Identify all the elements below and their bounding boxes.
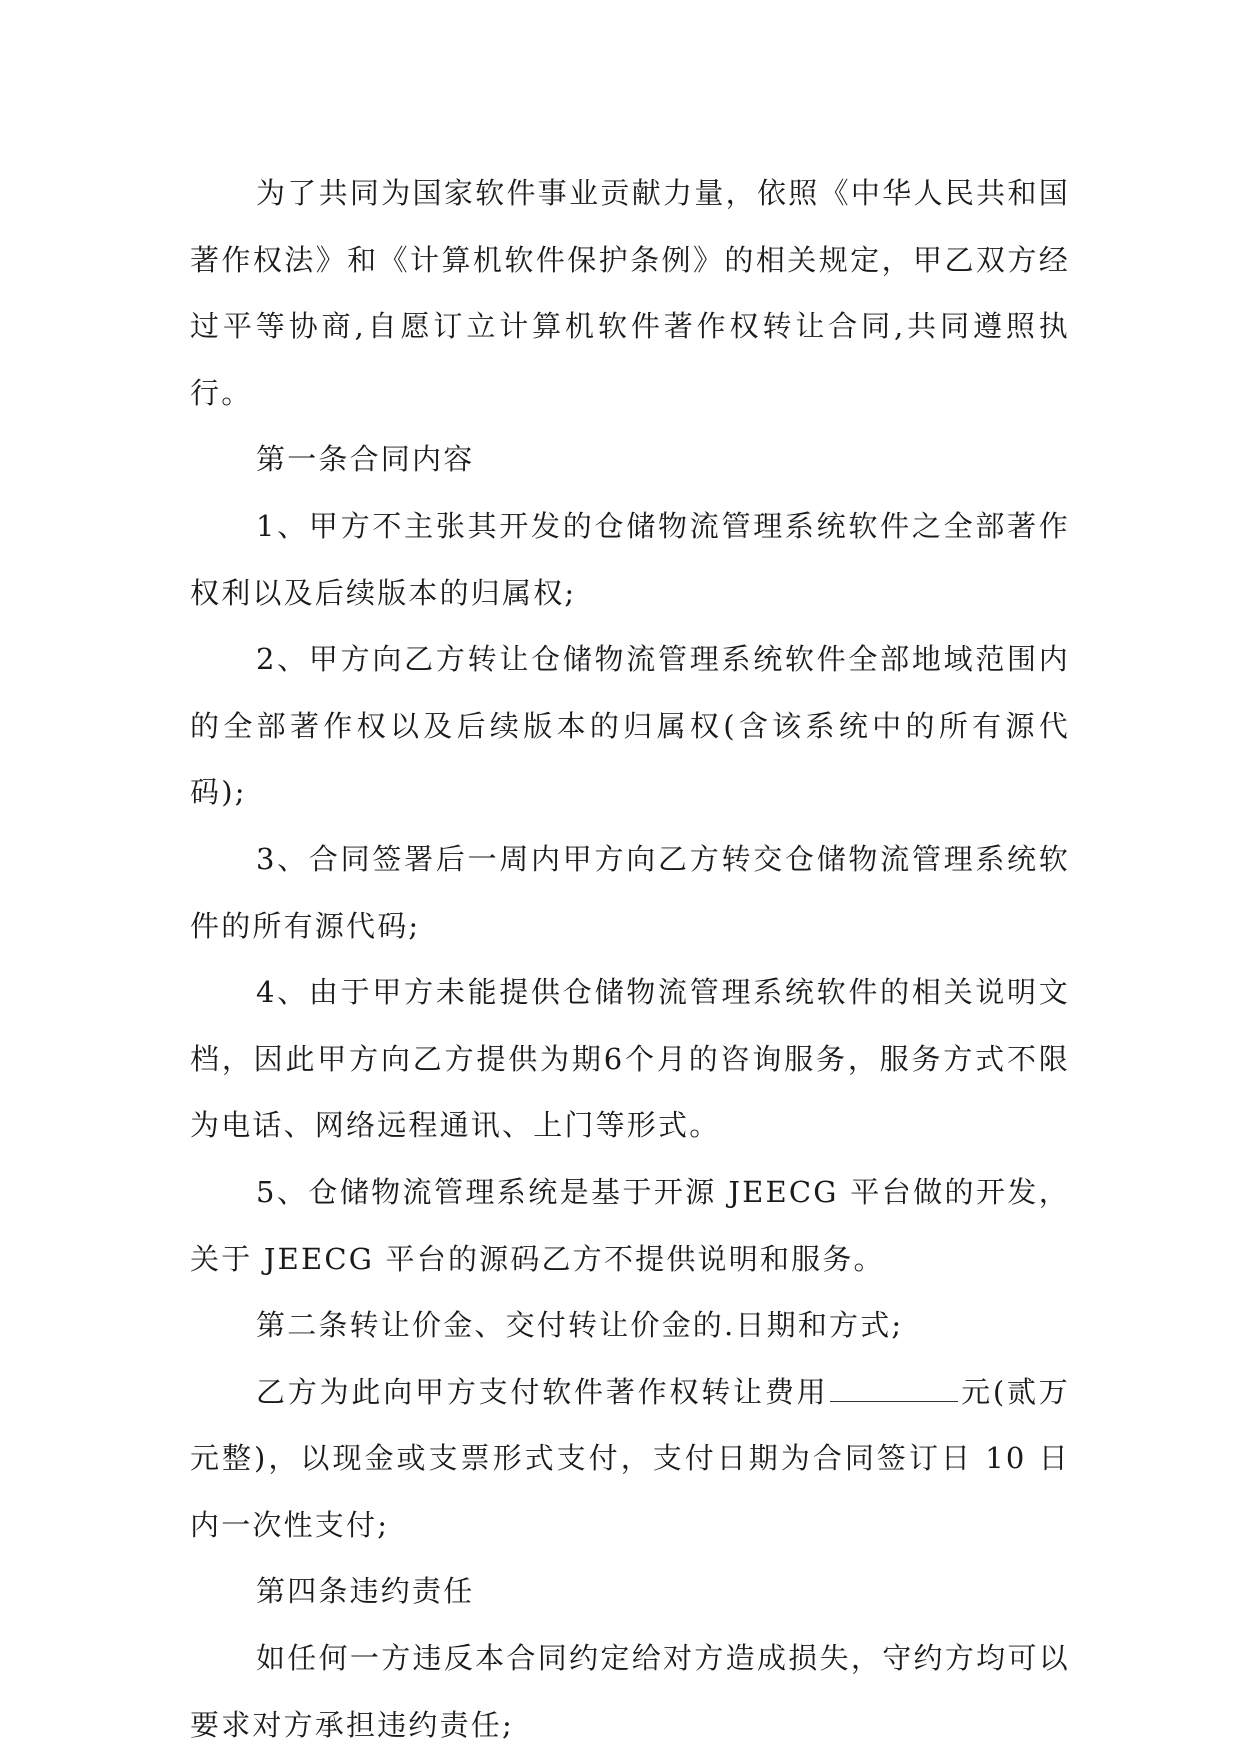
payment-text-before: 乙方为此向甲方支付软件著作权转让费用 bbox=[256, 1374, 829, 1409]
breach-paragraph: 如任何一方违反本合同约定给对方造成损失，守约方均可以要求对方承担违约责任; bbox=[190, 1641, 1070, 1742]
article-1-heading: 第一条合同内容 bbox=[256, 442, 475, 477]
payment-text-after: 元(贰万元整)，以现金或支票形式支付，支付日期为合同签订日 10 日内一次性支付; bbox=[190, 1374, 1070, 1542]
payment-paragraph bbox=[190, 1359, 1070, 1559]
article-4-heading: 第四条违约责任 bbox=[256, 1574, 475, 1609]
clause-5: 5、仓储物流管理系统是基于开源 JEECG 平台做的开发，关于 JEECG 平台的源码乙方不提供说明和服务。 bbox=[190, 1174, 1070, 1276]
amount-blank-line bbox=[830, 1377, 958, 1402]
clause-1: 1、甲方不主张其开发的仓储物流管理系统软件之全部著作权利以及后续版本的归属权; bbox=[190, 508, 1070, 610]
intro-paragraph: 为了共同为国家软件事业贡献力量，依照《中华人民共和国著作权法》和《计算机软件保护条例》的相关规定，甲乙双方经过平等协商,自愿订立计算机软件著作权转让合同,共同遵照执行。 bbox=[190, 176, 1070, 410]
clause-2: 2、甲方向乙方转让仓储物流管理系统软件全部地域范围内的全部著作权以及后续版本的归属权(含该系统中的所有源代码); bbox=[190, 642, 1070, 810]
article-2-heading: 第二条转让价金、交付转让价金的.日期和方式; bbox=[256, 1308, 904, 1343]
clause-3: 3、合同签署后一周内甲方向乙方转交仓储物流管理系统软件的所有源代码; bbox=[190, 841, 1070, 943]
clause-4: 4、由于甲方未能提供仓储物流管理系统软件的相关说明文档，因此甲方向乙方提供为期6个月的咨询服务，服务方式不限为电话、网络远程通讯、上门等形式。 bbox=[190, 975, 1070, 1143]
document-page bbox=[190, 160, 1070, 1758]
